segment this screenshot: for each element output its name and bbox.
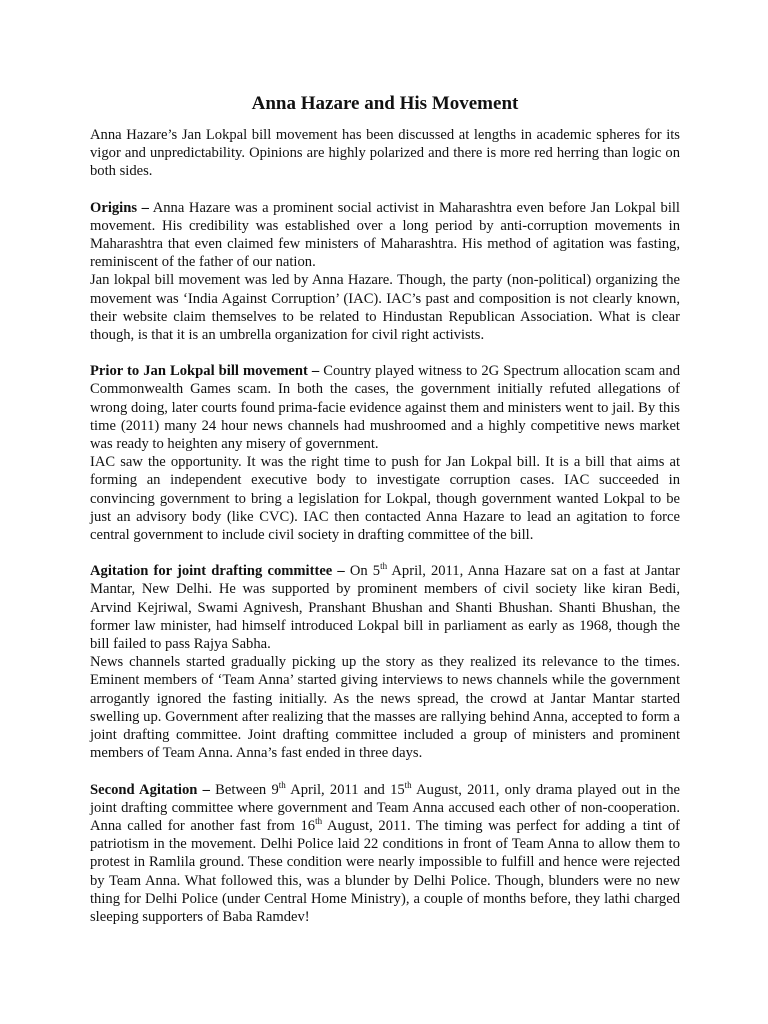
second-agitation-heading: Second Agitation – bbox=[90, 781, 210, 798]
paragraph-gap bbox=[90, 763, 680, 781]
document-page bbox=[90, 92, 680, 926]
second-text-b: April, 2011 and 15 bbox=[285, 781, 405, 798]
agitation-text-a: On 5 bbox=[344, 563, 381, 580]
origins-text: Anna Hazare was a prominent social activist in Maharashtra even before Jan Lokpal bill movement. His credibility was established over a long period by anti-corruption movements in Maharashtra that even claimed few ministers of Maharashtra. His method of agitation was fasting, reminiscent of the father of our nation. bbox=[90, 199, 680, 271]
prior-text: Country played witness to 2G Spectrum allocation scam and Commonwealth Games scam. In both the cases, the government initially refuted allegations of wrong doing, later courts found prima-facie evidence against them and ministers went to jail. By this time (2011) many 24 hour news channels had mushroomed and a highly competitive news market was ready to heighten any misery of government. bbox=[90, 363, 680, 453]
prior-paragraph bbox=[90, 362, 680, 453]
prior-heading: Prior to Jan Lokpal bill movement – bbox=[90, 363, 320, 380]
intro-paragraph: Anna Hazare’s Jan Lokpal bill movement has been discussed at lengths in academic spheres for its vigor and unpredictability. Opinions are highly polarized and there is more red herring than logic on both sides. bbox=[90, 127, 680, 180]
second-sup-2: th bbox=[404, 779, 412, 790]
second-sup-3: th bbox=[315, 816, 323, 827]
second-text-d: August, 2011. The timing was perfect for adding a tint of patriotism in the movement. Delhi Police laid 22 conditions in front of Team Anna to allow them to protest in Ramlila ground. These condition were nearly impossible to fulfill and hence were rejected by Team Anna. What followed this, was a blunder by Delhi Police. Though, blunders were no new thing for Delhi Police (under Central Home Ministry), a couple of months before, they lathi charged sleeping supporters of Baba Ramdev! bbox=[90, 817, 680, 925]
origins-paragraph bbox=[90, 199, 680, 272]
agitation-heading: Agitation for joint drafting committee – bbox=[90, 563, 345, 580]
paragraph-gap bbox=[90, 344, 680, 362]
second-agitation-paragraph bbox=[90, 781, 680, 927]
paragraph-gap bbox=[90, 181, 680, 199]
document-title: Anna Hazare and His Movement bbox=[251, 93, 519, 114]
second-text-a: Between 9 bbox=[209, 781, 279, 798]
second-text-c: August, 2011, only drama played out in the joint drafting committee where government and Team Anna accused each other of non-cooperation. Anna called for another fast from 16 bbox=[90, 781, 680, 834]
paragraph-gap bbox=[90, 544, 680, 562]
agitation-sup: th bbox=[380, 561, 388, 572]
origins-heading: Origins – bbox=[90, 199, 149, 216]
second-sup-1: th bbox=[278, 779, 286, 790]
agitation-text-b: April, 2011, Anna Hazare sat on a fast at Jantar Mantar, New Delhi. He was supported by prominent members of civil society like kiran Bedi, Arvind Kejriwal, Swami Agnivesh, Pranshant Bhushan and Shanti Bhushan. Shanti Bhushan, the former law minister, had himself introduced Lokpal bill in parliament as early as 1968, though the bill failed to pass Rajya Sabha. bbox=[90, 563, 680, 653]
origins-paragraph-2: Jan lokpal bill movement was led by Anna Hazare. Though, the party (non-political) organizing the movement was ‘India Against Corruption’ (IAC). IAC’s past and composition is not clearly known, their website claim themselves to be related to Hindustan Republican Association. What is clear though, is that it is an umbrella organization for civil right activists. bbox=[90, 272, 680, 344]
prior-paragraph-2: IAC saw the opportunity. It was the right time to push for Jan Lokpal bill. It is a bill that aims at forming an independent executive body to investigate corruption cases. IAC succeeded in convincing government to bring a legislation for Lokpal, though government wanted Lokpal to be just an advisory body (like CVC). IAC then contacted Anna Hazare to lead an agitation to force central government to include civil society in drafting committee of the bill. bbox=[90, 454, 680, 544]
agitation-paragraph-2: News channels started gradually picking up the story as they realized its relevance to the times. Eminent members of ‘Team Anna’ started giving interviews to news channels while the government arrogantly ignored the fasting initially. As the news spread, the crowd at Jantar Mantar started swelling up. Government after realizing that the masses are rallying behind Anna, accepted to form a joint drafting committee. Joint drafting committee included a group of ministers and prominent members of Team Anna. Anna’s fast ended in three days. bbox=[90, 654, 680, 762]
agitation-paragraph bbox=[90, 562, 680, 653]
